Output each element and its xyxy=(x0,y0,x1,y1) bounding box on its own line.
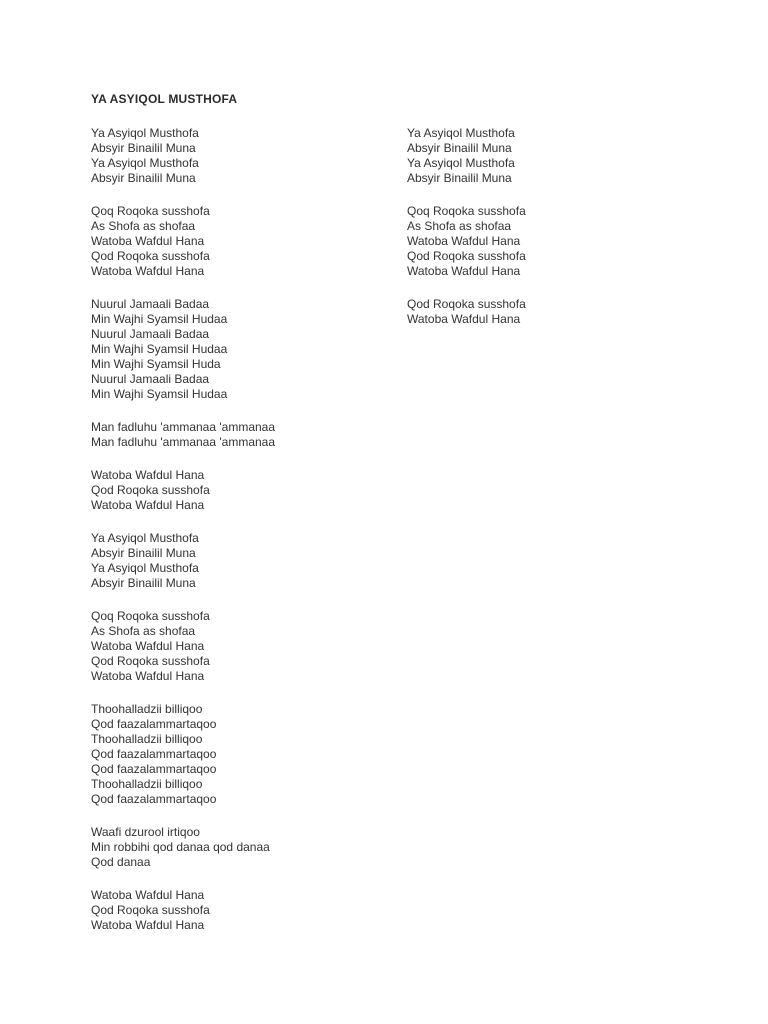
lyric-line: Watoba Wafdul Hana xyxy=(91,888,205,902)
document-title: YA ASYIQOL MUSTHOFA xyxy=(91,92,238,106)
lyric-line: Nuurul Jamaali Badaa xyxy=(91,297,210,311)
lyric-line: Man fadluhu 'ammanaa 'ammanaa xyxy=(91,435,276,449)
lyric-line: Qod faazalammartaqoo xyxy=(91,762,217,776)
lyric-line: Qod Roqoka susshofa xyxy=(91,654,210,668)
lyric-line: Watoba Wafdul Hana xyxy=(91,468,205,482)
lyric-line: Watoba Wafdul Hana xyxy=(407,312,521,326)
lyric-line: Qod Roqoka susshofa xyxy=(407,297,526,311)
lyric-line: Watoba Wafdul Hana xyxy=(407,264,521,278)
lyric-line: Watoba Wafdul Hana xyxy=(91,669,205,683)
stanza xyxy=(91,468,391,513)
lyric-line: Watoba Wafdul Hana xyxy=(91,264,205,278)
lyric-line: As Shofa as shofaa xyxy=(407,219,512,233)
lyric-line: Absyir Binailil Muna xyxy=(91,576,196,590)
lyric-line: Absyir Binailil Muna xyxy=(91,546,196,560)
lyric-line: Ya Asyiqol Musthofa xyxy=(91,126,199,140)
lyric-line: Ya Asyiqol Musthofa xyxy=(407,126,515,140)
stanza xyxy=(407,126,707,186)
lyric-line: Thoohalladzii billiqoo xyxy=(91,777,203,791)
lyric-line: As Shofa as shofaa xyxy=(91,624,196,638)
stanza xyxy=(91,888,391,933)
lyric-line: Qoq Roqoka susshofa xyxy=(91,204,210,218)
lyric-line: As Shofa as shofaa xyxy=(91,219,196,233)
stanza xyxy=(91,420,391,450)
lyric-line: Watoba Wafdul Hana xyxy=(91,498,205,512)
stanza xyxy=(407,297,707,327)
lyric-line: Qoq Roqoka susshofa xyxy=(407,204,526,218)
lyric-line: Ya Asyiqol Musthofa xyxy=(407,156,515,170)
lyric-line: Watoba Wafdul Hana xyxy=(407,234,521,248)
lyric-line: Qoq Roqoka susshofa xyxy=(91,609,210,623)
lyric-line: Qod Roqoka susshofa xyxy=(91,483,210,497)
lyric-line: Min Wajhi Syamsil Hudaa xyxy=(91,387,228,401)
lyric-line: Ya Asyiqol Musthofa xyxy=(91,156,199,170)
lyric-line: Min Wajhi Syamsil Huda xyxy=(91,357,221,371)
lyric-line: Absyir Binailil Muna xyxy=(407,141,512,155)
lyric-line: Watoba Wafdul Hana xyxy=(91,918,205,932)
stanza xyxy=(91,297,391,402)
lyric-line: Thoohalladzii billiqoo xyxy=(91,732,203,746)
lyrics-column-left xyxy=(91,126,391,951)
stanza xyxy=(91,702,391,807)
lyric-line: Man fadluhu 'ammanaa 'ammanaa xyxy=(91,420,276,434)
stanza xyxy=(91,609,391,684)
lyric-line: Nuurul Jamaali Badaa xyxy=(91,372,210,386)
lyric-line: Qod faazalammartaqoo xyxy=(91,717,217,731)
lyric-line: Ya Asyiqol Musthofa xyxy=(91,561,199,575)
lyric-line: Qod faazalammartaqoo xyxy=(91,792,217,806)
lyric-line: Watoba Wafdul Hana xyxy=(91,234,205,248)
lyric-line: Waafi dzurool irtiqoo xyxy=(91,825,200,839)
lyric-line: Nuurul Jamaali Badaa xyxy=(91,327,210,341)
stanza xyxy=(91,531,391,591)
lyric-line: Absyir Binailil Muna xyxy=(91,171,196,185)
stanza xyxy=(407,204,707,279)
lyric-line: Thoohalladzii billiqoo xyxy=(91,702,203,716)
lyric-line: Qod faazalammartaqoo xyxy=(91,747,217,761)
lyric-line: Qod Roqoka susshofa xyxy=(407,249,526,263)
lyric-line: Absyir Binailil Muna xyxy=(407,171,512,185)
lyric-line: Min robbihi qod danaa qod danaa xyxy=(91,840,270,854)
lyric-line: Qod danaa xyxy=(91,855,151,869)
lyric-line: Watoba Wafdul Hana xyxy=(91,639,205,653)
lyric-line: Absyir Binailil Muna xyxy=(91,141,196,155)
lyric-line: Qod Roqoka susshofa xyxy=(91,249,210,263)
lyric-line: Min Wajhi Syamsil Hudaa xyxy=(91,312,228,326)
stanza xyxy=(91,825,391,870)
lyric-line: Qod Roqoka susshofa xyxy=(91,903,210,917)
stanza xyxy=(91,126,391,186)
lyric-line: Min Wajhi Syamsil Hudaa xyxy=(91,342,228,356)
lyric-line: Ya Asyiqol Musthofa xyxy=(91,531,199,545)
stanza xyxy=(91,204,391,279)
lyrics-column-right xyxy=(407,126,707,345)
